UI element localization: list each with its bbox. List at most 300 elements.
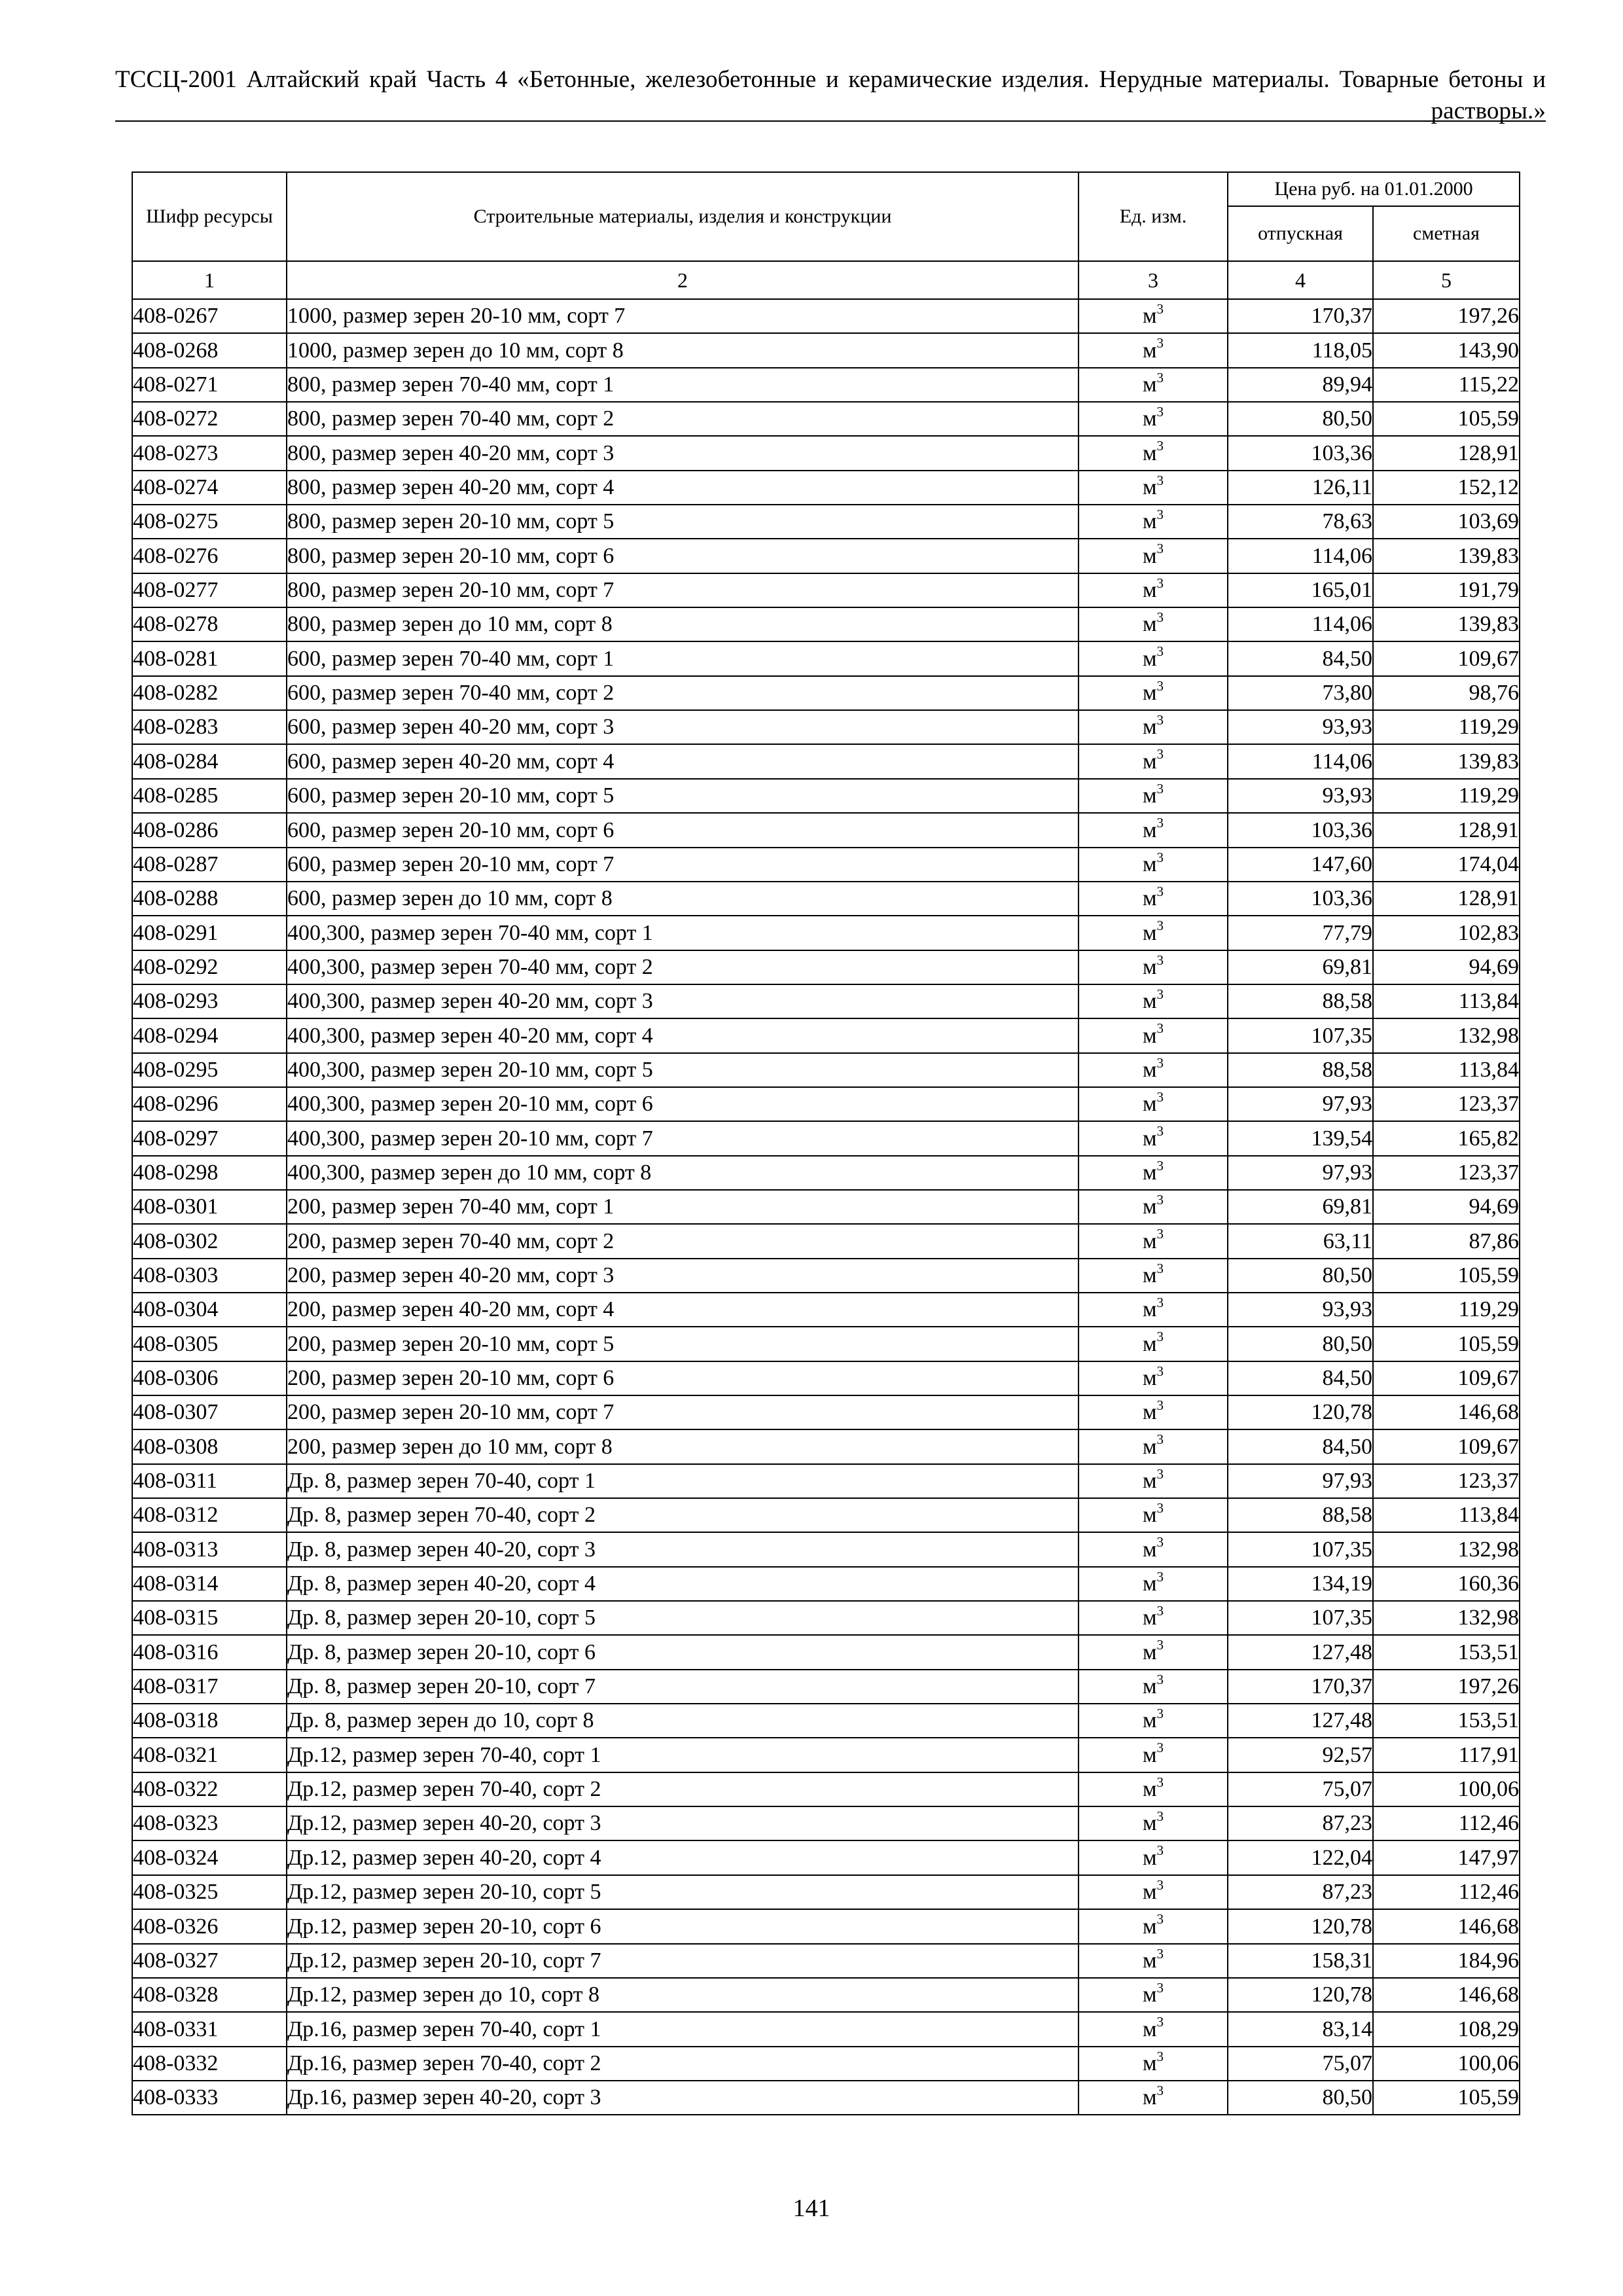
unit-base: м (1142, 612, 1157, 637)
resource-code: 408-0271 (132, 368, 287, 402)
unit-exponent: 3 (1156, 1500, 1164, 1516)
table-row (132, 1293, 1520, 1327)
table-row (132, 471, 1520, 505)
material-name: Др.12, размер зерен 20-10, сорт 5 (287, 1875, 1079, 1909)
unit-cell (1079, 1429, 1228, 1463)
release-price: 88,58 (1228, 1053, 1373, 1087)
table-row (132, 1909, 1520, 1943)
unit-exponent: 3 (1156, 1397, 1164, 1414)
unit-cell (1079, 813, 1228, 847)
material-name: Др. 8, размер зерен 70-40, сорт 2 (287, 1498, 1079, 1532)
material-name: Др.12, размер зерен 20-10, сорт 7 (287, 1944, 1079, 1978)
estimate-price: 113,84 (1373, 1053, 1520, 1087)
release-price: 120,78 (1228, 1395, 1373, 1429)
resource-code: 408-0307 (132, 1395, 287, 1429)
estimate-price: 119,29 (1373, 710, 1520, 744)
unit-base: м (1142, 749, 1157, 774)
material-name: 400,300, размер зерен 70-40 мм, сорт 2 (287, 950, 1079, 984)
unit-exponent: 3 (1156, 1054, 1164, 1071)
release-price: 80,50 (1228, 2081, 1373, 2115)
table-row (132, 1840, 1520, 1874)
unit-cell (1079, 1601, 1228, 1635)
release-price: 83,14 (1228, 2012, 1373, 2046)
unit-exponent: 3 (1156, 1431, 1164, 1448)
material-name: Др.16, размер зерен 70-40, сорт 2 (287, 2047, 1079, 2081)
unit-exponent: 3 (1156, 472, 1164, 488)
release-price: 127,48 (1228, 1704, 1373, 1738)
resource-code: 408-0322 (132, 1772, 287, 1806)
unit-base: м (1142, 1811, 1157, 1836)
resource-code: 408-0301 (132, 1190, 287, 1224)
unit-exponent: 3 (1156, 404, 1164, 420)
unit-cell (1079, 1156, 1228, 1190)
unit-exponent: 3 (1156, 883, 1164, 899)
resource-code: 408-0267 (132, 299, 287, 333)
unit-base: м (1142, 886, 1157, 911)
table-row (132, 1190, 1520, 1224)
resource-code: 408-0331 (132, 2012, 287, 2046)
unit-cell (1079, 1944, 1228, 1978)
unit-base: м (1142, 1194, 1157, 1219)
estimate-price: 105,59 (1373, 1327, 1520, 1361)
estimate-price: 139,83 (1373, 607, 1520, 641)
material-name: 400,300, размер зерен 20-10 мм, сорт 6 (287, 1087, 1079, 1121)
column-number: 2 (287, 261, 1079, 299)
unit-base: м (1142, 1366, 1157, 1390)
unit-exponent: 3 (1156, 507, 1164, 523)
unit-exponent: 3 (1156, 815, 1164, 831)
release-price: 92,57 (1228, 1738, 1373, 1772)
page-number: 141 (793, 2195, 830, 2222)
material-name: 600, размер зерен 40-20 мм, сорт 3 (287, 710, 1079, 744)
unit-base: м (1142, 681, 1157, 706)
material-name: 800, размер зерен 70-40 мм, сорт 1 (287, 368, 1079, 402)
unit-cell (1079, 1087, 1228, 1121)
estimate-price: 128,91 (1373, 882, 1520, 916)
unit-cell (1079, 1978, 1228, 2012)
table-row (132, 299, 1520, 333)
unit-cell (1079, 368, 1228, 402)
header-estimate-price: сметная (1373, 206, 1520, 261)
estimate-price: 109,67 (1373, 1429, 1520, 1463)
header-name: Строительные материалы, изделия и конструкции (287, 172, 1079, 261)
release-price: 107,35 (1228, 1601, 1373, 1635)
resource-code: 408-0328 (132, 1978, 287, 2012)
estimate-price: 123,37 (1373, 1156, 1520, 1190)
estimate-price: 147,97 (1373, 1840, 1520, 1874)
resource-code: 408-0327 (132, 1944, 287, 1978)
unit-cell (1079, 916, 1228, 950)
estimate-price: 109,67 (1373, 1361, 1520, 1395)
unit-cell (1079, 779, 1228, 813)
material-name: 1000, размер зерен 20-10 мм, сорт 7 (287, 299, 1079, 333)
table-row (132, 916, 1520, 950)
material-name: 200, размер зерен 40-20 мм, сорт 4 (287, 1293, 1079, 1327)
release-price: 87,23 (1228, 1806, 1373, 1840)
unit-base: м (1142, 440, 1157, 465)
unit-base: м (1142, 1503, 1157, 1528)
unit-base: м (1142, 2085, 1157, 2110)
unit-cell (1079, 1635, 1228, 1669)
resource-code: 408-0287 (132, 848, 287, 882)
table-row (132, 848, 1520, 882)
release-price: 73,80 (1228, 676, 1373, 710)
table-row (132, 402, 1520, 436)
release-price: 93,93 (1228, 710, 1373, 744)
material-name: Др. 8, размер зерен 40-20, сорт 4 (287, 1567, 1079, 1601)
resource-code: 408-0288 (132, 882, 287, 916)
material-name: 800, размер зерен до 10 мм, сорт 8 (287, 607, 1079, 641)
unit-base: м (1142, 578, 1157, 603)
unit-base: м (1142, 817, 1157, 842)
release-price: 80,50 (1228, 402, 1373, 436)
unit-cell (1079, 402, 1228, 436)
unit-exponent: 3 (1156, 1260, 1164, 1276)
table-row (132, 368, 1520, 402)
unit-cell (1079, 1190, 1228, 1224)
material-name: Др.12, размер зерен 70-40, сорт 1 (287, 1738, 1079, 1772)
resource-code: 408-0286 (132, 813, 287, 847)
material-name: 600, размер зерен 20-10 мм, сорт 5 (287, 779, 1079, 813)
unit-cell (1079, 1738, 1228, 1772)
unit-exponent: 3 (1156, 643, 1164, 660)
unit-base: м (1142, 1469, 1157, 1494)
release-price: 69,81 (1228, 950, 1373, 984)
material-name: 400,300, размер зерен 40-20 мм, сорт 4 (287, 1018, 1079, 1052)
table-row (132, 1601, 1520, 1635)
release-price: 97,93 (1228, 1087, 1373, 1121)
release-price: 126,11 (1228, 471, 1373, 505)
unit-base: м (1142, 2017, 1157, 2041)
unit-cell (1079, 333, 1228, 367)
estimate-price: 132,98 (1373, 1532, 1520, 1566)
estimate-price: 197,26 (1373, 299, 1520, 333)
estimate-price: 105,59 (1373, 2081, 1520, 2115)
unit-exponent: 3 (1156, 575, 1164, 591)
release-price: 170,37 (1228, 1670, 1373, 1704)
unit-base: м (1142, 1777, 1157, 1802)
unit-cell (1079, 1670, 1228, 1704)
release-price: 84,50 (1228, 1429, 1373, 1463)
resource-code: 408-0285 (132, 779, 287, 813)
resource-code: 408-0304 (132, 1293, 287, 1327)
estimate-price: 113,84 (1373, 1498, 1520, 1532)
estimate-price: 128,91 (1373, 436, 1520, 470)
unit-cell (1079, 1053, 1228, 1087)
material-name: 600, размер зерен 70-40 мм, сорт 1 (287, 641, 1079, 675)
unit-base: м (1142, 783, 1157, 808)
estimate-price: 143,90 (1373, 333, 1520, 367)
release-price: 120,78 (1228, 1909, 1373, 1943)
unit-cell (1079, 641, 1228, 675)
resource-code: 408-0317 (132, 1670, 287, 1704)
estimate-price: 100,06 (1373, 1772, 1520, 1806)
material-name: Др. 8, размер зерен 40-20, сорт 3 (287, 1532, 1079, 1566)
unit-exponent: 3 (1156, 1808, 1164, 1825)
unit-cell (1079, 1806, 1228, 1840)
unit-base: м (1142, 852, 1157, 876)
unit-cell (1079, 1259, 1228, 1293)
estimate-price: 152,12 (1373, 471, 1520, 505)
table-row (132, 1361, 1520, 1395)
resource-code: 408-0323 (132, 1806, 287, 1840)
header-unit: Ед. изм. (1079, 172, 1228, 261)
price-table (132, 171, 1520, 2115)
unit-base: м (1142, 1982, 1157, 2007)
table-row (132, 1395, 1520, 1429)
unit-exponent: 3 (1156, 1945, 1164, 1962)
table-row (132, 539, 1520, 573)
release-price: 107,35 (1228, 1018, 1373, 1052)
estimate-price: 108,29 (1373, 2012, 1520, 2046)
unit-cell (1079, 1875, 1228, 1909)
estimate-price: 123,37 (1373, 1464, 1520, 1498)
unit-exponent: 3 (1156, 677, 1164, 694)
material-name: Др.12, размер зерен до 10, сорт 8 (287, 1978, 1079, 2012)
estimate-price: 115,22 (1373, 368, 1520, 402)
material-name: 600, размер зерен до 10 мм, сорт 8 (287, 882, 1079, 916)
material-name: 800, размер зерен 70-40 мм, сорт 2 (287, 402, 1079, 436)
unit-cell (1079, 710, 1228, 744)
unit-exponent: 3 (1156, 1979, 1164, 1996)
estimate-price: 87,86 (1373, 1224, 1520, 1258)
release-price: 84,50 (1228, 641, 1373, 675)
material-name: Др. 8, размер зерен 20-10, сорт 6 (287, 1635, 1079, 1669)
unit-exponent: 3 (1156, 1123, 1164, 1139)
table-row (132, 676, 1520, 710)
resource-code: 408-0276 (132, 539, 287, 573)
unit-exponent: 3 (1156, 609, 1164, 626)
unit-exponent: 3 (1156, 369, 1164, 386)
release-price: 93,93 (1228, 1293, 1373, 1327)
unit-cell (1079, 1121, 1228, 1155)
table-row (132, 950, 1520, 984)
material-name: 200, размер зерен до 10 мм, сорт 8 (287, 1429, 1079, 1463)
unit-cell (1079, 676, 1228, 710)
estimate-price: 146,68 (1373, 1978, 1520, 2012)
unit-base: м (1142, 475, 1157, 500)
unit-exponent: 3 (1156, 849, 1164, 865)
header-code: Шифр ресурсы (132, 172, 287, 261)
unit-cell (1079, 1018, 1228, 1052)
unit-cell (1079, 1532, 1228, 1566)
resource-code: 408-0324 (132, 1840, 287, 1874)
unit-cell (1079, 1224, 1228, 1258)
table-row (132, 1875, 1520, 1909)
material-name: 600, размер зерен 20-10 мм, сорт 6 (287, 813, 1079, 847)
resource-code: 408-0272 (132, 402, 287, 436)
table-row (132, 1327, 1520, 1361)
unit-exponent: 3 (1156, 1911, 1164, 1928)
unit-base: м (1142, 1229, 1157, 1253)
table-row (132, 1567, 1520, 1601)
estimate-price: 174,04 (1373, 848, 1520, 882)
release-price: 69,81 (1228, 1190, 1373, 1224)
table-row (132, 1429, 1520, 1463)
unit-cell (1079, 1327, 1228, 1361)
unit-base: м (1142, 1263, 1157, 1287)
estimate-price: 153,51 (1373, 1635, 1520, 1669)
release-price: 134,19 (1228, 1567, 1373, 1601)
unit-base: м (1142, 1845, 1157, 1870)
release-price: 88,58 (1228, 1498, 1373, 1532)
column-number: 5 (1373, 261, 1520, 299)
resource-code: 408-0274 (132, 471, 287, 505)
table-row (132, 333, 1520, 367)
resource-code: 408-0305 (132, 1327, 287, 1361)
release-price: 103,36 (1228, 882, 1373, 916)
material-name: Др. 8, размер зерен до 10, сорт 8 (287, 1704, 1079, 1738)
resource-code: 408-0313 (132, 1532, 287, 1566)
unit-base: м (1142, 1708, 1157, 1733)
material-name: 800, размер зерен 40-20 мм, сорт 3 (287, 436, 1079, 470)
unit-base: м (1142, 338, 1157, 363)
unit-cell (1079, 984, 1228, 1018)
table-row (132, 779, 1520, 813)
resource-code: 408-0296 (132, 1087, 287, 1121)
table-row (132, 1944, 1520, 1978)
release-price: 97,93 (1228, 1464, 1373, 1498)
unit-cell (1079, 1840, 1228, 1874)
unit-cell (1079, 1704, 1228, 1738)
material-name: Др. 8, размер зерен 20-10, сорт 7 (287, 1670, 1079, 1704)
unit-cell (1079, 1293, 1228, 1327)
resource-code: 408-0275 (132, 505, 287, 539)
unit-exponent: 3 (1156, 1876, 1164, 1893)
resource-code: 408-0292 (132, 950, 287, 984)
release-price: 75,07 (1228, 1772, 1373, 1806)
unit-exponent: 3 (1156, 780, 1164, 797)
release-price: 122,04 (1228, 1840, 1373, 1874)
unit-exponent: 3 (1156, 2082, 1164, 2098)
table-row (132, 2012, 1520, 2046)
unit-base: м (1142, 1297, 1157, 1322)
unit-exponent: 3 (1156, 1465, 1164, 1482)
unit-exponent: 3 (1156, 1774, 1164, 1790)
unit-exponent: 3 (1156, 1191, 1164, 1208)
table-row (132, 1464, 1520, 1498)
unit-base: м (1142, 1640, 1157, 1664)
resource-code: 408-0314 (132, 1567, 287, 1601)
unit-base: м (1142, 1948, 1157, 1973)
resource-code: 408-0273 (132, 436, 287, 470)
document-header: ТССЦ-2001 Алтайский край Часть 4 «Бетонные, железобетонные и керамические изделия. Нерудные материалы. Товарные бетоны и растворы.» (115, 66, 1546, 124)
estimate-price: 117,91 (1373, 1738, 1520, 1772)
unit-cell (1079, 436, 1228, 470)
unit-base: м (1142, 954, 1157, 979)
release-price: 84,50 (1228, 1361, 1373, 1395)
material-name: Др.12, размер зерен 40-20, сорт 4 (287, 1840, 1079, 1874)
release-price: 103,36 (1228, 813, 1373, 847)
release-price: 88,58 (1228, 984, 1373, 1018)
resource-code: 408-0283 (132, 710, 287, 744)
table-body (132, 299, 1520, 2115)
unit-base: м (1142, 1674, 1157, 1699)
unit-cell (1079, 2081, 1228, 2115)
column-number: 1 (132, 261, 287, 299)
unit-exponent: 3 (1156, 1842, 1164, 1859)
material-name: Др.16, размер зерен 70-40, сорт 1 (287, 2012, 1079, 2046)
table-row (132, 813, 1520, 847)
resource-code: 408-0281 (132, 641, 287, 675)
unit-base: м (1142, 920, 1157, 945)
unit-base: м (1142, 1571, 1157, 1596)
estimate-price: 105,59 (1373, 1259, 1520, 1293)
unit-exponent: 3 (1156, 2048, 1164, 2064)
unit-exponent: 3 (1156, 1671, 1164, 1687)
unit-exponent: 3 (1156, 1568, 1164, 1585)
table-row (132, 1087, 1520, 1121)
release-price: 80,50 (1228, 1259, 1373, 1293)
resource-code: 408-0302 (132, 1224, 287, 1258)
unit-cell (1079, 744, 1228, 778)
resource-code: 408-0316 (132, 1635, 287, 1669)
unit-base: м (1142, 1057, 1157, 1082)
unit-exponent: 3 (1156, 1157, 1164, 1174)
estimate-price: 139,83 (1373, 539, 1520, 573)
table-row (132, 1772, 1520, 1806)
unit-cell (1079, 607, 1228, 641)
unit-base: м (1142, 1537, 1157, 1562)
table-row (132, 607, 1520, 641)
release-price: 118,05 (1228, 333, 1373, 367)
table-row (132, 1978, 1520, 2012)
material-name: 800, размер зерен 20-10 мм, сорт 5 (287, 505, 1079, 539)
unit-base: м (1142, 1434, 1157, 1459)
unit-cell (1079, 539, 1228, 573)
unit-exponent: 3 (1156, 712, 1164, 728)
table-row (132, 2081, 1520, 2115)
material-name: Др.12, размер зерен 20-10, сорт 6 (287, 1909, 1079, 1943)
resource-code: 408-0291 (132, 916, 287, 950)
material-name: 400,300, размер зерен до 10 мм, сорт 8 (287, 1156, 1079, 1190)
unit-base: м (1142, 989, 1157, 1014)
release-price: 97,93 (1228, 1156, 1373, 1190)
estimate-price: 146,68 (1373, 1395, 1520, 1429)
estimate-price: 191,79 (1373, 573, 1520, 607)
table-row (132, 436, 1520, 470)
estimate-price: 132,98 (1373, 1601, 1520, 1635)
unit-cell (1079, 299, 1228, 333)
table-row (132, 1635, 1520, 1669)
unit-base: м (1142, 1023, 1157, 1048)
table-row (132, 1670, 1520, 1704)
material-name: 200, размер зерен 20-10 мм, сорт 5 (287, 1327, 1079, 1361)
table-row (132, 744, 1520, 778)
resource-code: 408-0278 (132, 607, 287, 641)
release-price: 139,54 (1228, 1121, 1373, 1155)
unit-cell (1079, 1772, 1228, 1806)
unit-base: м (1142, 543, 1157, 568)
unit-base: м (1142, 2051, 1157, 2075)
material-name: 200, размер зерен 70-40 мм, сорт 1 (287, 1190, 1079, 1224)
table-row (132, 882, 1520, 916)
table-row (132, 1053, 1520, 1087)
release-price: 78,63 (1228, 505, 1373, 539)
unit-cell (1079, 1498, 1228, 1532)
table-row (132, 1018, 1520, 1052)
release-price: 147,60 (1228, 848, 1373, 882)
header-price-group: Цена руб. на 01.01.2000 (1228, 172, 1520, 206)
resource-code: 408-0333 (132, 2081, 287, 2115)
release-price: 170,37 (1228, 299, 1373, 333)
release-price: 107,35 (1228, 1532, 1373, 1566)
unit-exponent: 3 (1156, 1637, 1164, 1653)
material-name: 800, размер зерен 20-10 мм, сорт 7 (287, 573, 1079, 607)
material-name: 400,300, размер зерен 70-40 мм, сорт 1 (287, 916, 1079, 950)
column-number: 3 (1079, 261, 1228, 299)
table-row (132, 1806, 1520, 1840)
